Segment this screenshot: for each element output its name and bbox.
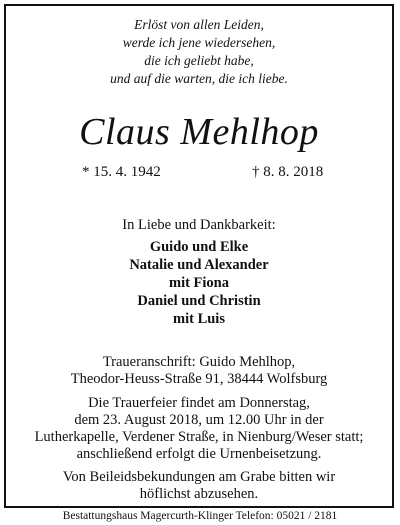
poem-line: die ich geliebt habe, xyxy=(144,53,254,68)
life-dates xyxy=(6,164,392,184)
deceased-name: Claus Mehlhop xyxy=(79,111,319,153)
poem-line: Erlöst von allen Leiden, xyxy=(134,17,264,32)
birth-date: * 15. 4. 1942 xyxy=(82,164,161,180)
condolence-note xyxy=(6,469,392,503)
mourners-intro: In Liebe und Dankbarkeit: xyxy=(122,217,276,233)
condolence-line: höflichst abzusehen. xyxy=(139,486,259,502)
ceremony-line: dem 23. August 2018, um 12.00 Uhr in der xyxy=(74,412,324,428)
mourner-entry: Guido und Elke xyxy=(149,239,249,255)
mourner-entry: Daniel und Christin xyxy=(137,293,261,309)
obituary-frame xyxy=(4,4,394,508)
mourners-list xyxy=(6,238,392,328)
condolence-line: Von Beileidsbekundungen am Grabe bitten wir xyxy=(62,469,336,485)
funeral-home-footer: Bestattungshaus Magercurth-Klinger Telefon: 05021 / 2181 xyxy=(62,510,338,522)
ceremony-info xyxy=(6,395,392,463)
mourner-entry: mit Luis xyxy=(173,311,225,327)
poem-line: und auf die warten, die ich liebe. xyxy=(110,71,288,86)
ceremony-line: anschließend erfolgt die Urnenbeisetzung. xyxy=(76,446,322,462)
death-date: † 8. 8. 2018 xyxy=(252,164,324,180)
obituary-content xyxy=(6,6,392,506)
address-line: Traueranschrift: Guido Mehlhop, xyxy=(102,354,296,370)
ceremony-line: Lutherkapelle, Verdener Straße, in Nienburg/Weser statt; xyxy=(34,429,364,445)
address-line: Theodor-Heuss-Straße 91, 38444 Wolfsburg xyxy=(70,371,328,387)
mourning-address xyxy=(6,354,392,388)
poem xyxy=(6,16,392,88)
ceremony-line: Die Trauerfeier findet am Donnerstag, xyxy=(88,395,310,411)
poem-line: werde ich jene wiedersehen, xyxy=(122,35,276,50)
mourner-entry: mit Fiona xyxy=(168,275,229,291)
mourner-entry: Natalie und Alexander xyxy=(129,257,269,273)
